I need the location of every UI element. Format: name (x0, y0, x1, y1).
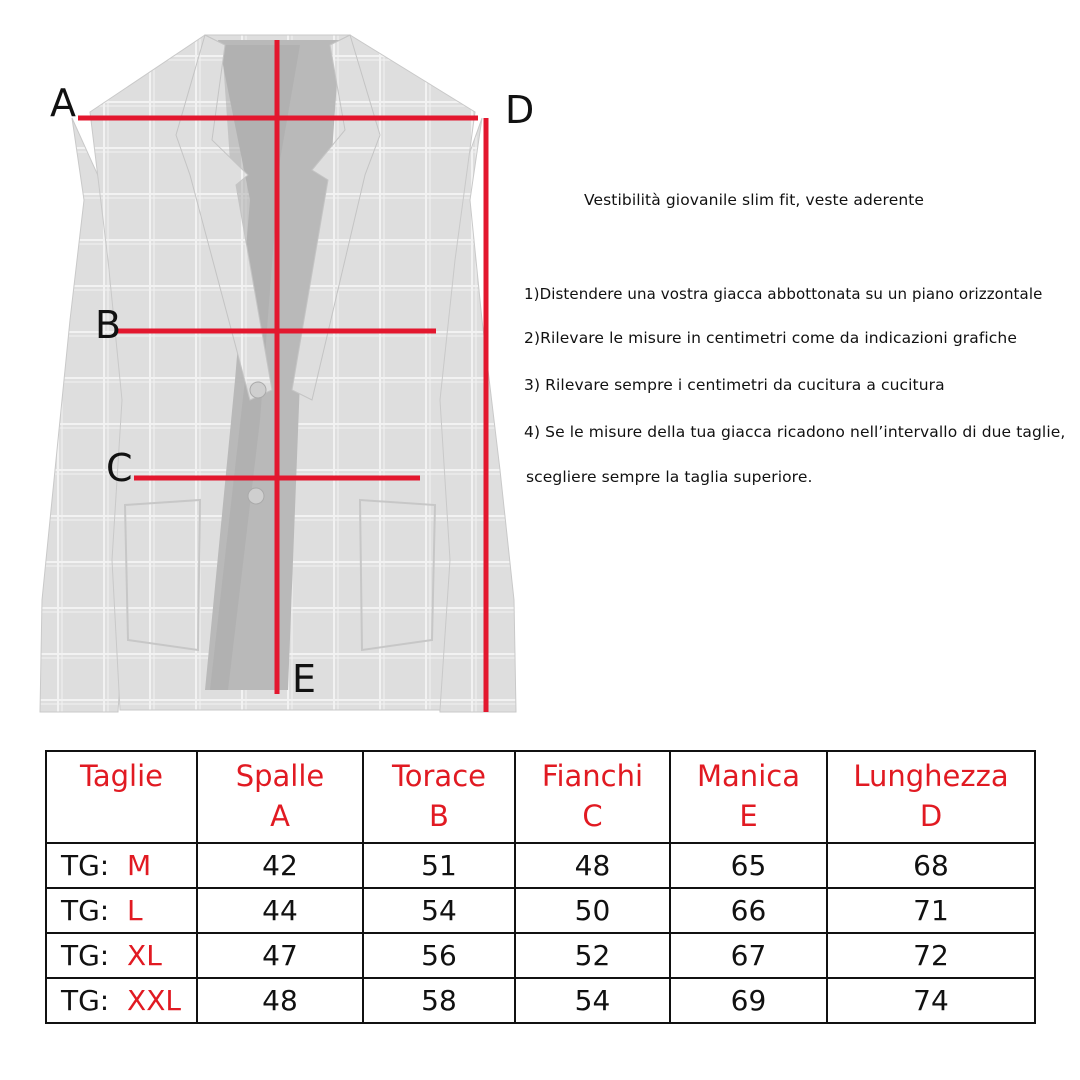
table-row (46, 888, 1035, 933)
value-cell: 54 (515, 978, 670, 1023)
value-cell: 71 (827, 888, 1035, 933)
value-cell: 69 (670, 978, 827, 1023)
size-cell: TG: L (46, 888, 197, 933)
instruction-step-3: 3) Rilevare sempre i centimetri da cucitura a cucitura (524, 376, 945, 394)
size-cell: TG: M (46, 843, 197, 888)
header-torace: Torace B (363, 751, 515, 843)
instruction-step-4: 4) Se le misure della tua giacca ricadono nell’intervallo di due taglie, (524, 423, 1066, 441)
instruction-step-5: scegliere sempre la taglia superiore. (526, 468, 813, 486)
value-cell: 58 (363, 978, 515, 1023)
point-label-c: C (106, 446, 133, 490)
header-lunghezza: Lunghezza D (827, 751, 1035, 843)
table-header-row (46, 751, 1035, 843)
value-cell: 56 (363, 933, 515, 978)
header-fianchi: Fianchi C (515, 751, 670, 843)
table-row (46, 843, 1035, 888)
value-cell: 51 (363, 843, 515, 888)
value-cell: 68 (827, 843, 1035, 888)
size-table (45, 750, 1036, 1024)
fit-title: Vestibilità giovanile slim fit, veste aderente (584, 191, 925, 209)
point-label-b: B (95, 303, 122, 347)
point-label-e: E (292, 657, 317, 701)
value-cell: 54 (363, 888, 515, 933)
value-cell: 52 (515, 933, 670, 978)
value-cell: 48 (197, 978, 363, 1023)
value-cell: 65 (670, 843, 827, 888)
header-taglie: Taglie (46, 751, 197, 843)
table-row (46, 933, 1035, 978)
size-cell: TG: XL (46, 933, 197, 978)
value-cell: 48 (515, 843, 670, 888)
value-cell: 74 (827, 978, 1035, 1023)
value-cell: 42 (197, 843, 363, 888)
instruction-step-1: 1)Distendere una vostra giacca abbottonata su un piano orizzontale (524, 285, 1043, 303)
size-cell: TG: XXL (46, 978, 197, 1023)
header-spalle: Spalle A (197, 751, 363, 843)
header-manica: Manica E (670, 751, 827, 843)
table-row (46, 978, 1035, 1023)
value-cell: 72 (827, 933, 1035, 978)
point-label-d: D (505, 88, 535, 132)
value-cell: 50 (515, 888, 670, 933)
value-cell: 44 (197, 888, 363, 933)
value-cell: 47 (197, 933, 363, 978)
instruction-step-2: 2)Rilevare le misure in centimetri come da indicazioni grafiche (524, 329, 1017, 347)
point-label-a: A (50, 81, 76, 125)
value-cell: 66 (670, 888, 827, 933)
value-cell: 67 (670, 933, 827, 978)
